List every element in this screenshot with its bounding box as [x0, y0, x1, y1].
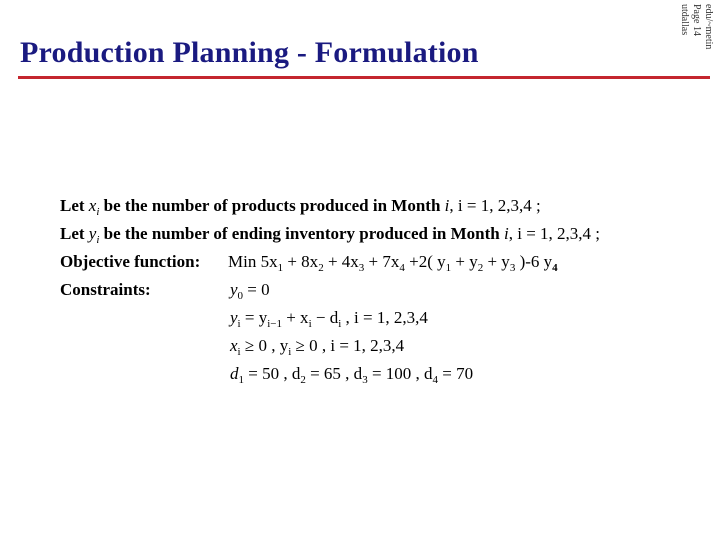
objective-expression: Min $5x_1 + 8x_2 + 4x_3 + 7x_4 +2$( $y_1 + y_2 + y_3$ )-6 $y_4$ — [228, 252, 558, 274]
month-index: i — [504, 224, 509, 243]
month-index: i — [444, 196, 450, 215]
constraint-initial-inventory: $y_0 = 0$ — [230, 280, 270, 302]
side-note-line-1: edu/~metin — [703, 4, 714, 50]
index-range: , i = 1, 2,3,4 ; — [449, 196, 541, 215]
constraints-label: Constraints: — [60, 280, 151, 299]
constraint-inventory-balance: $y_i = y_{i-1} + x_i - d_i$ , i = 1, 2,3,4 — [230, 308, 428, 330]
var-x: $x_i$ — [88, 196, 100, 218]
index-range: , i = 1, 2,3,4 ; — [508, 224, 601, 243]
var-y: $y_i$ — [88, 224, 100, 246]
definition-y — [60, 220, 600, 248]
side-note — [666, 4, 716, 68]
objective-label: Objective function: — [60, 252, 201, 271]
let-word: Let — [60, 196, 85, 215]
constraint-demand-values: $d_1 = 50$ , $d_2 = 65$ , $d_3 = 100$ , $d_4 = 70$ — [230, 364, 474, 386]
title-underline — [18, 76, 710, 79]
definition-x-text: be the number of products produced in Month — [103, 196, 441, 215]
slide-title: Production Planning - Formulation — [20, 36, 479, 69]
side-note-line-2: Page 14 — [691, 4, 702, 36]
let-word: Let — [60, 224, 85, 243]
definition-y-text: be the number of ending inventory produced in Month — [103, 224, 500, 243]
side-note-line-3: utdallas — [679, 4, 690, 36]
definition-x — [60, 192, 541, 220]
constraint-nonnegativity: $x_i \ge 0$ , $y_i \ge 0$ , i = 1, 2,3,4 — [230, 336, 405, 358]
